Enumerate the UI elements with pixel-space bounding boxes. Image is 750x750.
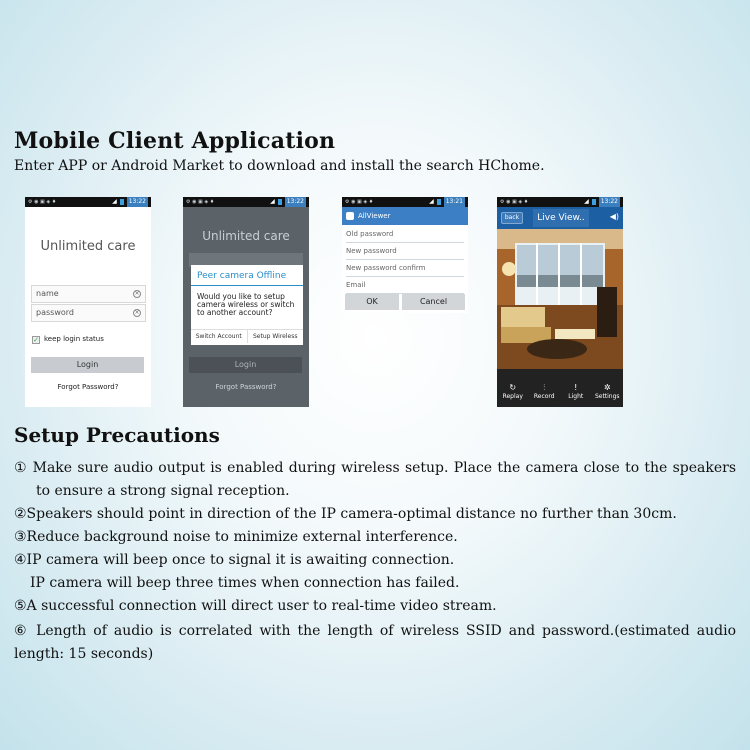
light-label: Light [568, 393, 584, 400]
dialog-divider [191, 285, 303, 286]
keep-login-checkbox[interactable]: ✓ [33, 336, 39, 344]
notification-icons: ⚙ ◉ ▣ ◈ ♦ [186, 199, 215, 205]
precaution-text: ① Make sure audio output is enabled during wireless setup. Place the camera close to the speakers to ensure a strong signal reception. [14, 460, 736, 499]
wifi-icon: ◢ [270, 198, 275, 205]
new-password-field[interactable]: New password [346, 244, 464, 260]
live-view-title: Live View.. [533, 209, 589, 227]
section-title-mobile-client: Mobile Client Application [14, 128, 336, 154]
clear-icon[interactable]: × [134, 309, 140, 316]
precaution-item-2: ②Speakers should point in direction of the IP camera-optimal distance no further than 30cm. [14, 506, 677, 522]
email-field[interactable]: Email [346, 278, 464, 294]
forgot-password-link[interactable]: Forgot Password? [57, 383, 119, 391]
wifi-icon: ◢ [112, 198, 117, 205]
precaution-item-1 [14, 457, 736, 503]
precaution-item-5: ⑤A successful connection will direct user to real-time video stream. [14, 598, 497, 614]
status-bar [497, 197, 623, 207]
section-title-setup-precautions: Setup Precautions [14, 423, 220, 447]
setup-wireless-button[interactable]: Setup Wireless [253, 333, 298, 340]
status-time: 13:22 [128, 198, 146, 205]
app-title: Unlimited care [40, 239, 136, 254]
battery-icon [120, 199, 124, 205]
clear-icon[interactable]: × [134, 290, 140, 297]
camera-video-feed [497, 229, 623, 369]
wifi-icon: ◢ [584, 198, 589, 205]
back-button[interactable]: back [501, 212, 523, 224]
live-view-header [497, 207, 623, 229]
ok-button[interactable]: OK [345, 294, 399, 310]
old-password-field[interactable]: Old password [346, 227, 464, 243]
light-button[interactable] [560, 383, 592, 407]
battery-icon [437, 199, 441, 205]
phone-live-view-screenshot [497, 197, 623, 407]
login-button[interactable]: Login [189, 357, 302, 373]
cancel-button[interactable]: Cancel [402, 294, 465, 310]
record-button[interactable] [529, 383, 561, 407]
wifi-icon: ◢ [429, 198, 434, 205]
login-button[interactable]: Login [31, 357, 144, 373]
phone-change-password-screenshot [342, 197, 468, 313]
precaution-item-3: ③Reduce background noise to minimize external interference. [14, 529, 458, 545]
replay-button[interactable] [497, 383, 529, 407]
battery-icon [592, 199, 596, 205]
status-bar [25, 197, 151, 207]
precaution-item-4-continued: IP camera will beep three times when connection has failed. [30, 575, 460, 591]
replay-icon: ↻ [509, 383, 517, 392]
light-icon: ! [574, 383, 578, 392]
confirm-password-field[interactable]: New password confirm [346, 261, 464, 277]
battery-icon [278, 199, 282, 205]
status-bar [183, 197, 309, 207]
name-field[interactable] [31, 285, 146, 303]
speaker-icon[interactable]: ◀) [609, 212, 619, 221]
status-time: 13:21 [445, 198, 463, 205]
precaution-item-4: ④IP camera will beep once to signal it is awaiting connection. [14, 552, 455, 568]
dialog-message: Would you like to setup camera wireless or switch to another account? [197, 292, 295, 317]
status-bar [342, 197, 468, 207]
record-icon: ⫶ [543, 383, 546, 392]
dialog-title: Peer camera Offline [197, 271, 287, 281]
section-subtitle: Enter APP or Android Market to download and install the search HChome. [14, 158, 545, 174]
password-placeholder: password [36, 308, 74, 317]
replay-label: Replay [502, 393, 523, 400]
offline-dialog [191, 265, 303, 345]
precaution-item-6: ⑥ Length of audio is correlated with the length of wireless SSID and password.(estimated audio length: 15 seconds) [14, 623, 736, 662]
name-placeholder: name [36, 289, 59, 298]
settings-button[interactable] [592, 383, 624, 407]
app-header-title: AllViewer [358, 212, 391, 220]
status-time: 13:22 [286, 198, 304, 205]
app-icon [346, 212, 354, 220]
notification-icons: ⚙ ◉ ▣ ◈ ♦ [28, 199, 57, 205]
gear-icon: ✲ [603, 383, 611, 392]
notification-icons: ⚙ ◉ ▣ ◈ ♦ [500, 199, 529, 205]
settings-label: Settings [594, 393, 620, 400]
status-time: 13:22 [600, 198, 618, 205]
notification-icons: ⚙ ◉ ▣ ◈ ♦ [345, 199, 374, 205]
phone-offline-dialog-screenshot [183, 197, 309, 407]
app-header [342, 207, 468, 225]
forgot-password-link[interactable]: Forgot Password? [215, 383, 277, 391]
keep-login-label: keep login status [44, 335, 104, 343]
app-title: Unlimited care [202, 229, 290, 243]
password-field[interactable] [31, 304, 146, 322]
dialog-buttons [191, 329, 303, 343]
phone-login-screenshot [25, 197, 151, 407]
live-view-toolbar [497, 383, 623, 407]
switch-account-button[interactable]: Switch Account [191, 330, 248, 343]
record-label: Record [533, 393, 555, 400]
